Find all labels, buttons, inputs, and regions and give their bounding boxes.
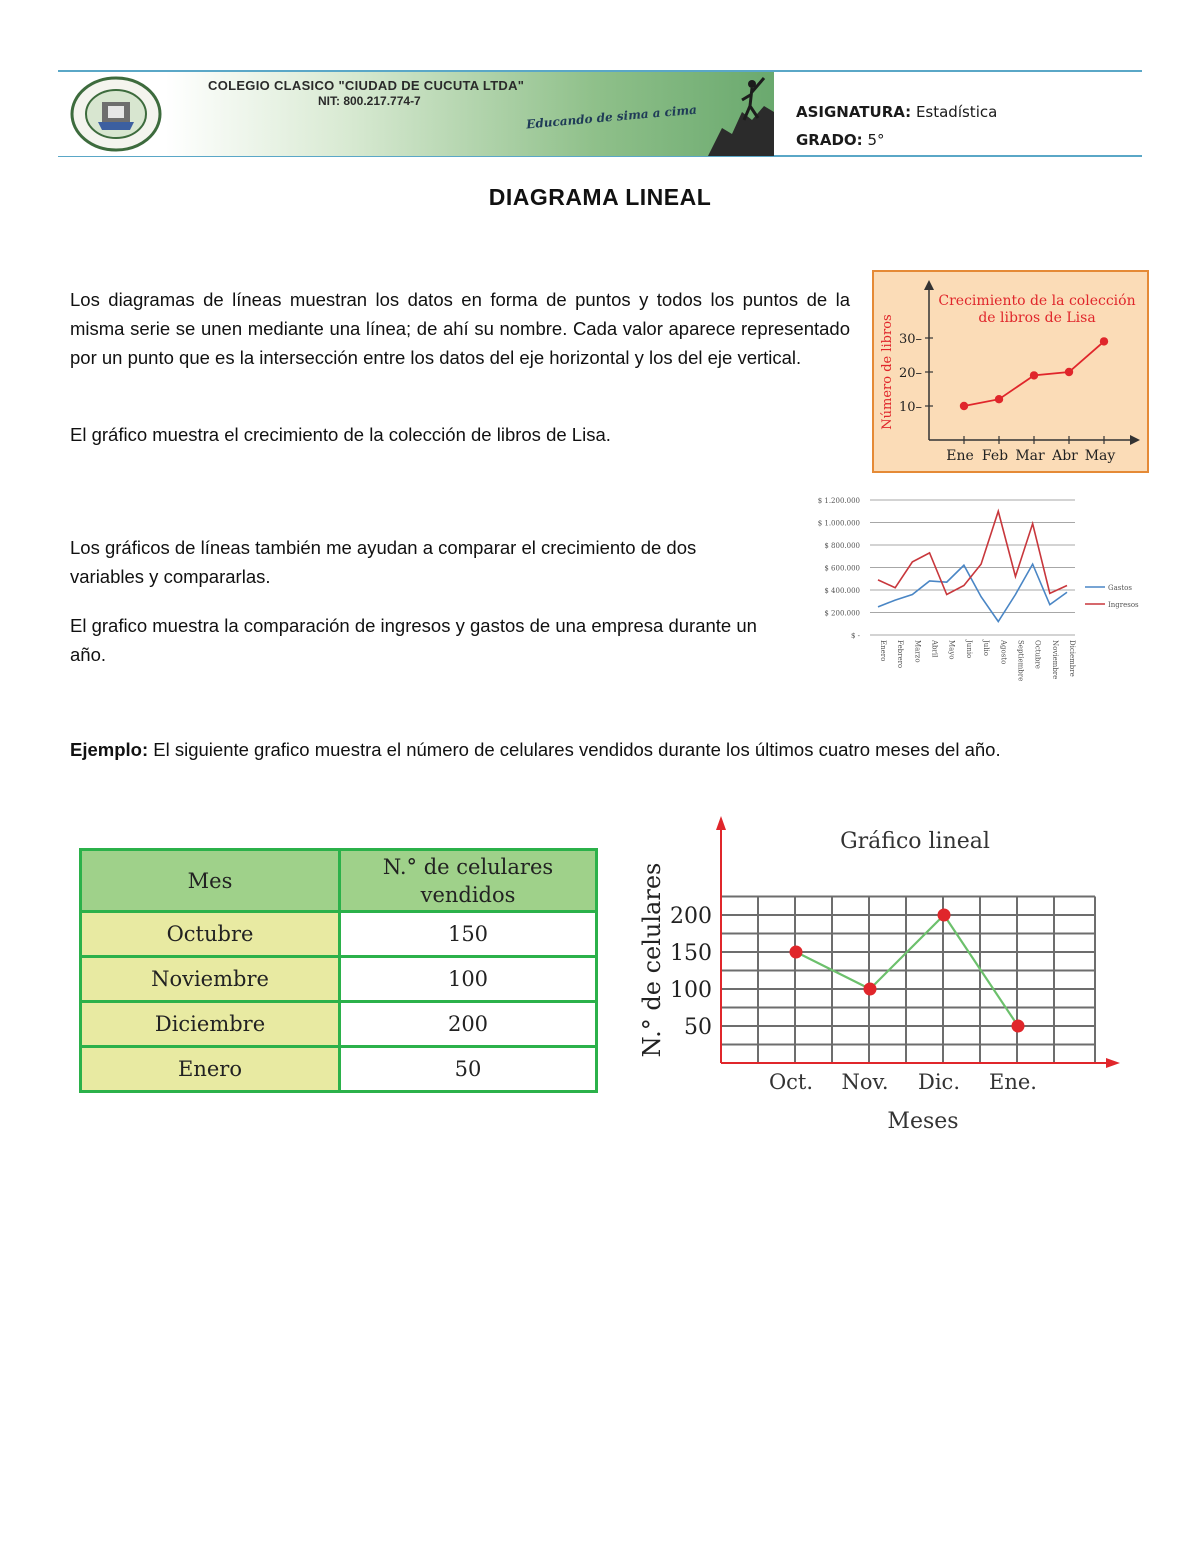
lisa-y-tick-label: 30–: [898, 332, 922, 347]
lisa-x-tick-label: May: [1084, 448, 1116, 464]
lisa-data-point: [995, 395, 1003, 403]
page-title: DIAGRAMA LINEAL: [488, 184, 712, 210]
example-label: Ejemplo:: [70, 739, 149, 760]
emp-x-tick-label: Septiembre: [1016, 640, 1025, 682]
school-motto: Educando de sima a cima: [525, 102, 698, 132]
emp-x-tick-label: Diciembre: [1068, 640, 1076, 677]
lisa-y-axis-label: Número de libros: [880, 314, 895, 430]
emp-x-tick-label: Junio: [964, 640, 973, 659]
grade-line: [796, 131, 885, 149]
lisa-x-tick-label: Ene: [946, 448, 974, 464]
cel-data-point: [790, 946, 803, 959]
emp-x-tick-label: Noviembre: [1050, 640, 1059, 680]
lisa-x-tick-label: Mar: [1015, 448, 1045, 464]
emp-x-tick-label: Agosto: [999, 640, 1008, 665]
grade-label: GRADO:: [796, 131, 863, 149]
emp-y-tick-label: $ 1.200.000: [817, 497, 860, 505]
cel-data-point: [864, 983, 877, 996]
company-caption: El grafico muestra la comparación de ingresos y gastos de una empresa durante un año.: [70, 615, 757, 665]
emp-x-tick-label: Mayo: [947, 640, 956, 660]
emp-x-tick-label: Octubre: [1033, 640, 1042, 669]
subject-label: ASIGNATURA:: [796, 103, 912, 121]
table-header-mes: Mes: [81, 850, 340, 912]
cel-y-tick-label: 200: [670, 904, 712, 929]
lisa-data-point: [1065, 368, 1073, 376]
table-row: [81, 957, 597, 1002]
cell-phones-line-chart: [620, 810, 1130, 1140]
table-cell-valor: 50: [340, 1047, 597, 1092]
table-row: [81, 912, 597, 957]
cel-y-tick-label: 100: [670, 978, 712, 1003]
emp-y-tick-label: $ 800.000: [824, 542, 860, 550]
lisa-y-tick-label: 20–: [898, 366, 922, 381]
emp-y-tick-label: $ 200.000: [824, 609, 860, 618]
lisa-x-tick-label: Feb: [981, 448, 1009, 464]
lisa-line-chart: [874, 272, 1147, 471]
emp-x-tick-label: Marzo: [913, 640, 922, 663]
emp-x-tick-label: Abril: [930, 640, 939, 658]
lisa-y-arrow-icon: [924, 280, 934, 290]
table-row: [81, 1047, 597, 1092]
cel-y-tick-label: 50: [684, 1015, 712, 1040]
lisa-data-point: [1030, 371, 1038, 379]
lisa-x-tick-label: Abr: [1052, 448, 1078, 464]
example-paragraph: [70, 735, 1130, 764]
table-cell-mes: Enero: [81, 1047, 340, 1092]
emp-x-tick-label: Julio: [982, 640, 991, 657]
lisa-caption: El gráfico muestra el crecimiento de la colección de libros de Lisa.: [70, 424, 611, 445]
cel-x-tick-label: Nov.: [841, 1070, 889, 1094]
lisa-chart-title-2: de libros de Lisa: [978, 310, 1096, 326]
table-cell-mes: Diciembre: [81, 1002, 340, 1047]
table-header-vendidos-text: N.° de celulares vendidos: [382, 854, 554, 907]
emp-y-tick-label: $ 1.000.000: [817, 519, 860, 528]
table-cell-valor: 200: [340, 1002, 597, 1047]
emp-legend-label: Gastos: [1108, 584, 1132, 592]
school-banner: [58, 72, 774, 156]
subject-line: [796, 103, 997, 121]
compare-paragraph: Los gráficos de líneas también me ayudan a comparar el crecimiento de dos variables y compararlas.: [70, 537, 697, 587]
cel-data-point: [1012, 1020, 1025, 1033]
mountain-climber-icon: [708, 72, 774, 156]
table-cell-valor: 100: [340, 957, 597, 1002]
cel-x-tick-label: Ene.: [989, 1070, 1037, 1094]
school-seal-icon: [68, 76, 164, 152]
emp-x-tick-label: Enero: [879, 640, 887, 662]
cel-chart-title: Gráfico lineal: [840, 829, 990, 854]
table-header-vendidos: [340, 850, 597, 912]
lisa-chart-panel: [872, 270, 1149, 473]
emp-y-tick-label: $ 600.000: [824, 564, 860, 573]
cel-y-axis-label: N.° de celulares: [638, 862, 666, 1058]
cel-y-arrow-icon: [716, 816, 726, 830]
emp-y-tick-label: $ 400.000: [824, 587, 860, 595]
cel-x-tick-label: Dic.: [918, 1070, 960, 1094]
table-cell-valor: 150: [340, 912, 597, 957]
emp-legend-label: Ingresos: [1108, 601, 1139, 609]
emp-x-tick-label: Febrero: [896, 640, 905, 669]
table-cell-mes: Noviembre: [81, 957, 340, 1002]
emp-y-tick-label: $ -: [850, 632, 860, 640]
intro-paragraph: Los diagramas de líneas muestran los datos en forma de puntos y todos los puntos de la misma serie se unen mediante una línea; de ahí su nombre. Cada valor aparece representado por un punto que es la intersección entre los datos del eje horizontal y los del eje vertical.: [70, 289, 850, 368]
cel-x-arrow-icon: [1106, 1058, 1120, 1068]
table-header-row: [81, 850, 597, 912]
school-name: COLEGIO CLASICO "CIUDAD DE CUCUTA LTDA": [208, 78, 525, 93]
school-nit: NIT: 800.217.774-7: [318, 94, 421, 108]
example-text: El siguiente grafico muestra el número de celulares vendidos durante los últimos cuatro meses del año.: [148, 739, 1001, 760]
cel-y-tick-label: 150: [670, 941, 712, 966]
table-row: [81, 1002, 597, 1047]
lisa-data-point: [960, 402, 968, 410]
cel-x-tick-label: Oct.: [768, 1070, 814, 1094]
lisa-chart-title-1: Crecimiento de la colección: [938, 293, 1136, 309]
lisa-y-tick-label: 10–: [898, 400, 922, 415]
table-cell-mes: Octubre: [81, 912, 340, 957]
cel-data-point: [938, 909, 951, 922]
cel-x-axis-label: Meses: [887, 1109, 959, 1134]
company-income-expenses-chart: [800, 490, 1150, 690]
cell-phones-table: [79, 848, 598, 1093]
lisa-data-point: [1100, 337, 1108, 345]
lisa-x-arrow-icon: [1130, 435, 1140, 445]
subject-value: Estadística: [915, 103, 998, 121]
grade-value: 5°: [867, 131, 885, 149]
